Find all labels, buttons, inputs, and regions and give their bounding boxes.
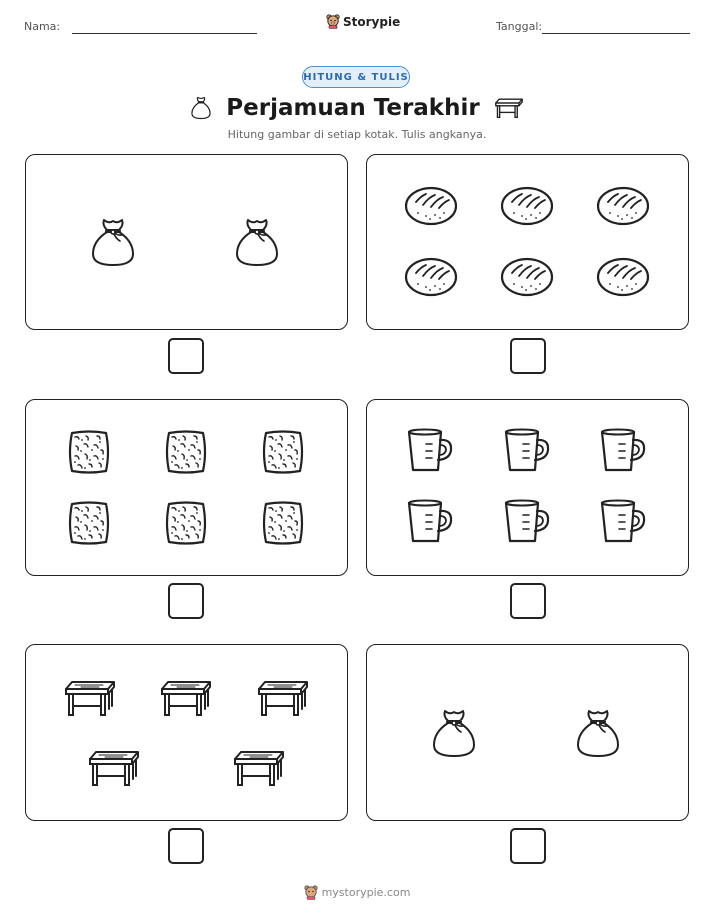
unleavened-bread-icon bbox=[260, 499, 306, 547]
name-field[interactable] bbox=[72, 33, 257, 34]
date-label: Tanggal: bbox=[496, 20, 543, 33]
instructions: Hitung gambar di setiap kotak. Tulis angkanya. bbox=[227, 128, 487, 141]
bread-loaf-icon bbox=[404, 256, 458, 298]
table-icon bbox=[159, 678, 213, 718]
name-label: Nama: bbox=[24, 20, 61, 33]
table-icon bbox=[494, 97, 524, 119]
footer bbox=[0, 885, 714, 900]
table-icon bbox=[256, 678, 310, 718]
money-bag-icon bbox=[575, 703, 621, 763]
page-title: Perjamuan Terakhir bbox=[226, 95, 480, 121]
cup-icon bbox=[599, 428, 647, 474]
table-icon bbox=[87, 748, 141, 788]
table-icon bbox=[63, 678, 117, 718]
cup-icon bbox=[503, 428, 551, 474]
unleavened-bread-icon bbox=[66, 428, 112, 476]
table-icon bbox=[232, 748, 286, 788]
money-bag-icon bbox=[190, 95, 212, 121]
unleavened-bread-icon bbox=[163, 499, 209, 547]
cup-icon bbox=[599, 499, 647, 545]
activity-badge: HITUNG & TULIS bbox=[302, 66, 410, 88]
unleavened-bread-icon bbox=[66, 499, 112, 547]
bread-loaf-icon bbox=[596, 185, 650, 227]
bread-loaf-icon bbox=[404, 185, 458, 227]
money-bag-icon bbox=[90, 212, 136, 272]
answer-box-4[interactable] bbox=[510, 583, 546, 619]
brand-name: Storypie bbox=[343, 14, 401, 29]
bread-loaf-icon bbox=[596, 256, 650, 298]
date-field[interactable] bbox=[542, 33, 690, 34]
cup-icon bbox=[406, 428, 454, 474]
count-card-2 bbox=[366, 154, 689, 330]
count-card-6 bbox=[366, 644, 689, 821]
answer-box-5[interactable] bbox=[168, 828, 204, 864]
answer-box-2[interactable] bbox=[510, 338, 546, 374]
unleavened-bread-icon bbox=[260, 428, 306, 476]
bread-loaf-icon bbox=[500, 256, 554, 298]
cup-icon bbox=[503, 499, 551, 545]
answer-box-1[interactable] bbox=[168, 338, 204, 374]
answer-box-3[interactable] bbox=[168, 583, 204, 619]
brand-logo bbox=[326, 14, 400, 29]
footer-url: mystorypie.com bbox=[321, 886, 411, 899]
count-card-5 bbox=[25, 644, 348, 821]
unleavened-bread-icon bbox=[163, 428, 209, 476]
answer-box-6[interactable] bbox=[510, 828, 546, 864]
bear-mascot-icon bbox=[304, 885, 318, 900]
bread-loaf-icon bbox=[500, 185, 554, 227]
money-bag-icon bbox=[431, 703, 477, 763]
cup-icon bbox=[406, 499, 454, 545]
count-card-3 bbox=[25, 399, 348, 576]
bear-mascot-icon bbox=[326, 14, 340, 29]
count-card-4 bbox=[366, 399, 689, 576]
money-bag-icon bbox=[234, 212, 280, 272]
count-card-1 bbox=[25, 154, 348, 330]
